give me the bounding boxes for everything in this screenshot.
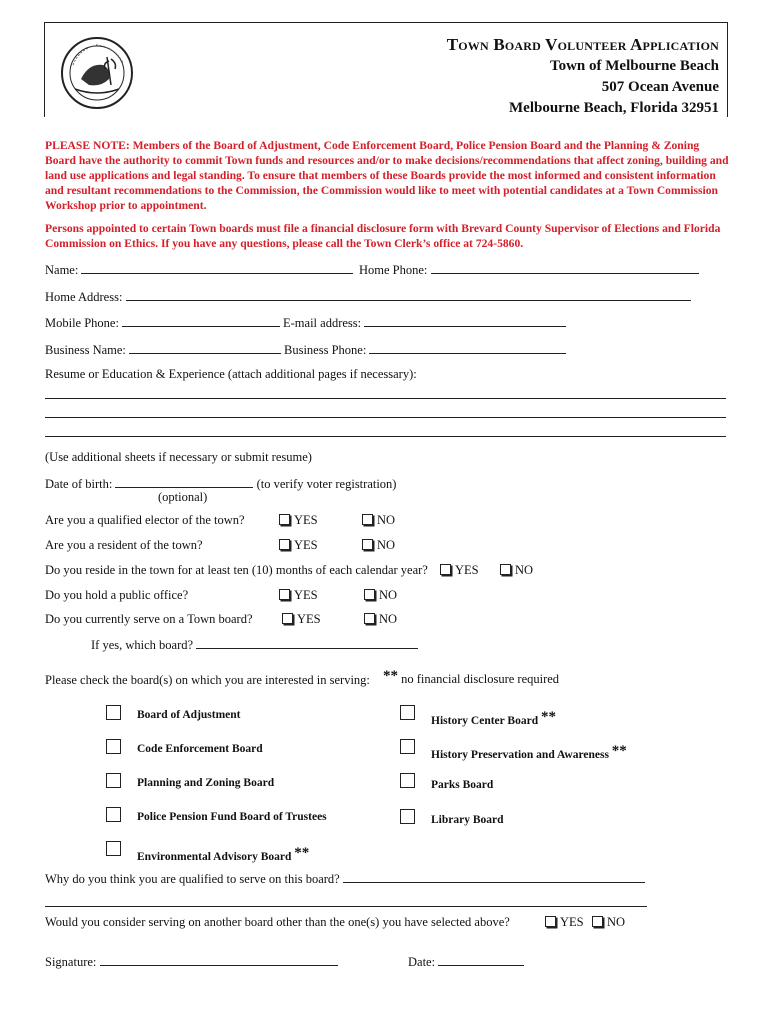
email-line[interactable] — [364, 315, 566, 327]
signature-line[interactable] — [100, 954, 338, 966]
asterisks: ** — [383, 668, 398, 684]
no-label: NO — [379, 612, 398, 626]
mobile-phone-line[interactable] — [122, 315, 280, 327]
yes-label: YES — [455, 563, 479, 577]
please-note-paragraph: PLEASE NOTE: Members of the Board of Adjustment, Code Enforcement Board, Police Pension Board and the Planning & Zoning Board have the authority to commit Town funds and resources and/or to make decisions/recommendations that affect zoning, building and land use applications and legal standing. To ensure that members of these Boards provide the most informed and consistent information and resultant recommendations to the Commission, the Commission would like to meet with potential candidates at a Town Commission Workshop prior to appointment. — [45, 139, 729, 212]
mobile-phone-field[interactable] — [45, 315, 280, 331]
yes-label: YES — [294, 588, 318, 602]
why-qualified-field[interactable] — [45, 871, 645, 887]
serve-board-yes[interactable] — [282, 612, 321, 627]
other-board-yes[interactable] — [545, 915, 584, 930]
elector-question: Are you a qualified elector of the town? — [45, 513, 245, 527]
no-label: NO — [607, 915, 626, 929]
resume-line-3[interactable] — [45, 436, 726, 437]
yes-label: YES — [294, 538, 318, 552]
elector-yes[interactable] — [279, 513, 318, 528]
resident-question: Are you a resident of the town? — [45, 538, 203, 552]
history-preservation-label — [431, 743, 627, 761]
other-board-no[interactable] — [592, 915, 625, 930]
which-board-field[interactable] — [91, 637, 418, 653]
asterisks: ** — [611, 743, 627, 759]
signature-field[interactable] — [45, 954, 338, 970]
form-title: Town Board Volunteer Application — [446, 35, 719, 54]
city-state-zip: Melbourne Beach, Florida 32951 — [509, 100, 719, 116]
home-address-label: Home Address: — [45, 290, 123, 304]
checkbox-icon[interactable] — [279, 514, 290, 525]
history-preservation-text: History Preservation and Awareness — [431, 749, 609, 761]
letterhead — [44, 22, 728, 117]
checkbox-icon[interactable] — [500, 564, 511, 575]
home-address-field[interactable] — [45, 289, 691, 305]
home-phone-line[interactable] — [431, 262, 699, 274]
resident-no[interactable] — [362, 538, 395, 553]
history-center-label — [431, 709, 556, 727]
checkbox-icon[interactable] — [440, 564, 451, 575]
planning-zoning-label: Planning and Zoning Board — [137, 777, 275, 789]
checkbox-environmental[interactable] — [106, 841, 121, 856]
police-pension-label: Police Pension Fund Board of Trustees — [137, 811, 327, 823]
serve-board-no[interactable] — [364, 612, 397, 627]
which-board-label: If yes, which board? — [91, 638, 194, 652]
ten-months-no[interactable] — [500, 563, 533, 578]
yes-label: YES — [297, 612, 321, 626]
why-qualified-label: Why do you think you are qualified to serve on this board? — [45, 872, 340, 886]
town-name: Town of Melbourne Beach — [549, 58, 719, 74]
disclosure-paragraph: Persons appointed to certain Town boards must file a financial disclosure form with Brevard County Supervisor of Elections and Florida Commission on Ethics. If you have any questions, please call the Town Clerk’s office at 724-5860. — [45, 222, 721, 250]
checkbox-icon[interactable] — [362, 539, 373, 550]
no-label: NO — [377, 513, 396, 527]
date-field[interactable] — [408, 954, 524, 970]
ten-months-yes[interactable] — [440, 563, 479, 578]
business-phone-line[interactable] — [369, 342, 566, 354]
checkbox-icon[interactable] — [279, 589, 290, 600]
why-qualified-line-2[interactable] — [45, 906, 647, 907]
dob-note: (to verify voter registration) — [256, 477, 397, 491]
environmental-label — [137, 845, 309, 863]
additional-sheets-note: (Use additional sheets if necessary or submit resume) — [45, 450, 312, 464]
library-label: Library Board — [431, 814, 504, 826]
name-line[interactable] — [81, 262, 353, 274]
resume-line-1[interactable] — [45, 398, 726, 399]
checkbox-planning-zoning[interactable] — [106, 773, 121, 788]
checkbox-history-preservation[interactable] — [400, 739, 415, 754]
mobile-phone-label: Mobile Phone: — [45, 316, 119, 330]
yes-label: YES — [294, 513, 318, 527]
dob-label: Date of birth: — [45, 477, 113, 491]
board-adjustment-label: Board of Adjustment — [137, 709, 241, 721]
asterisks: ** — [294, 845, 310, 861]
name-field[interactable] — [45, 262, 353, 278]
email-label: E-mail address: — [283, 316, 362, 330]
resume-line-2[interactable] — [45, 417, 726, 418]
boards-prompt: Please check the board(s) on which you are interested in serving: — [45, 673, 370, 687]
business-name-line[interactable] — [129, 342, 281, 354]
why-qualified-line[interactable] — [343, 871, 645, 883]
checkbox-parks[interactable] — [400, 773, 415, 788]
which-board-line[interactable] — [196, 637, 418, 649]
serve-board-question: Do you currently serve on a Town board? — [45, 612, 253, 626]
asterisks: ** — [540, 709, 556, 725]
checkbox-icon[interactable] — [592, 916, 603, 927]
checkbox-icon[interactable] — [279, 539, 290, 550]
checkbox-code-enforcement[interactable] — [106, 739, 121, 754]
business-phone-field[interactable] — [284, 342, 566, 358]
history-center-text: History Center Board — [431, 715, 539, 727]
environmental-text: Environmental Advisory Board — [137, 851, 292, 863]
ten-months-question: Do you reside in the town for at least ten (10) months of each calendar year? — [45, 563, 428, 577]
date-line[interactable] — [438, 954, 524, 966]
home-phone-label: Home Phone: — [359, 263, 428, 277]
other-board-question: Would you consider serving on another board other than the one(s) you have selected above? — [45, 915, 510, 929]
code-enforcement-label: Code Enforcement Board — [137, 743, 263, 755]
town-seal-logo — [59, 35, 135, 111]
elector-no[interactable] — [362, 513, 395, 528]
name-label: Name: — [45, 263, 79, 277]
dob-field[interactable] — [45, 476, 396, 492]
public-office-question: Do you hold a public office? — [45, 588, 189, 602]
resident-yes[interactable] — [279, 538, 318, 553]
checkbox-board-adjustment[interactable] — [106, 705, 121, 720]
checkbox-police-pension[interactable] — [106, 807, 121, 822]
business-name-field[interactable] — [45, 342, 281, 358]
signature-label: Signature: — [45, 955, 97, 969]
optional-note: (optional) — [158, 490, 208, 504]
disclosure-legend — [383, 668, 559, 687]
street-address: 507 Ocean Avenue — [601, 79, 719, 95]
business-phone-label: Business Phone: — [284, 343, 367, 357]
no-label: NO — [377, 538, 396, 552]
dob-line[interactable] — [115, 476, 253, 488]
resume-label: Resume or Education & Experience (attach additional pages if necessary): — [45, 367, 417, 381]
checkbox-icon[interactable] — [364, 613, 375, 624]
no-disclosure-note: no financial disclosure required — [401, 672, 560, 686]
checkbox-library[interactable] — [400, 809, 415, 824]
home-address-line[interactable] — [126, 289, 691, 301]
public-office-no[interactable] — [364, 588, 397, 603]
checkbox-icon[interactable] — [362, 514, 373, 525]
checkbox-icon[interactable] — [282, 613, 293, 624]
email-field[interactable] — [283, 315, 566, 331]
date-label: Date: — [408, 955, 436, 969]
checkbox-icon[interactable] — [545, 916, 556, 927]
yes-label: YES — [560, 915, 584, 929]
checkbox-icon[interactable] — [364, 589, 375, 600]
no-label: NO — [379, 588, 398, 602]
home-phone-field[interactable] — [359, 262, 699, 278]
parks-label: Parks Board — [431, 779, 494, 791]
no-label: NO — [515, 563, 534, 577]
checkbox-history-center[interactable] — [400, 705, 415, 720]
public-office-yes[interactable] — [279, 588, 318, 603]
business-name-label: Business Name: — [45, 343, 126, 357]
